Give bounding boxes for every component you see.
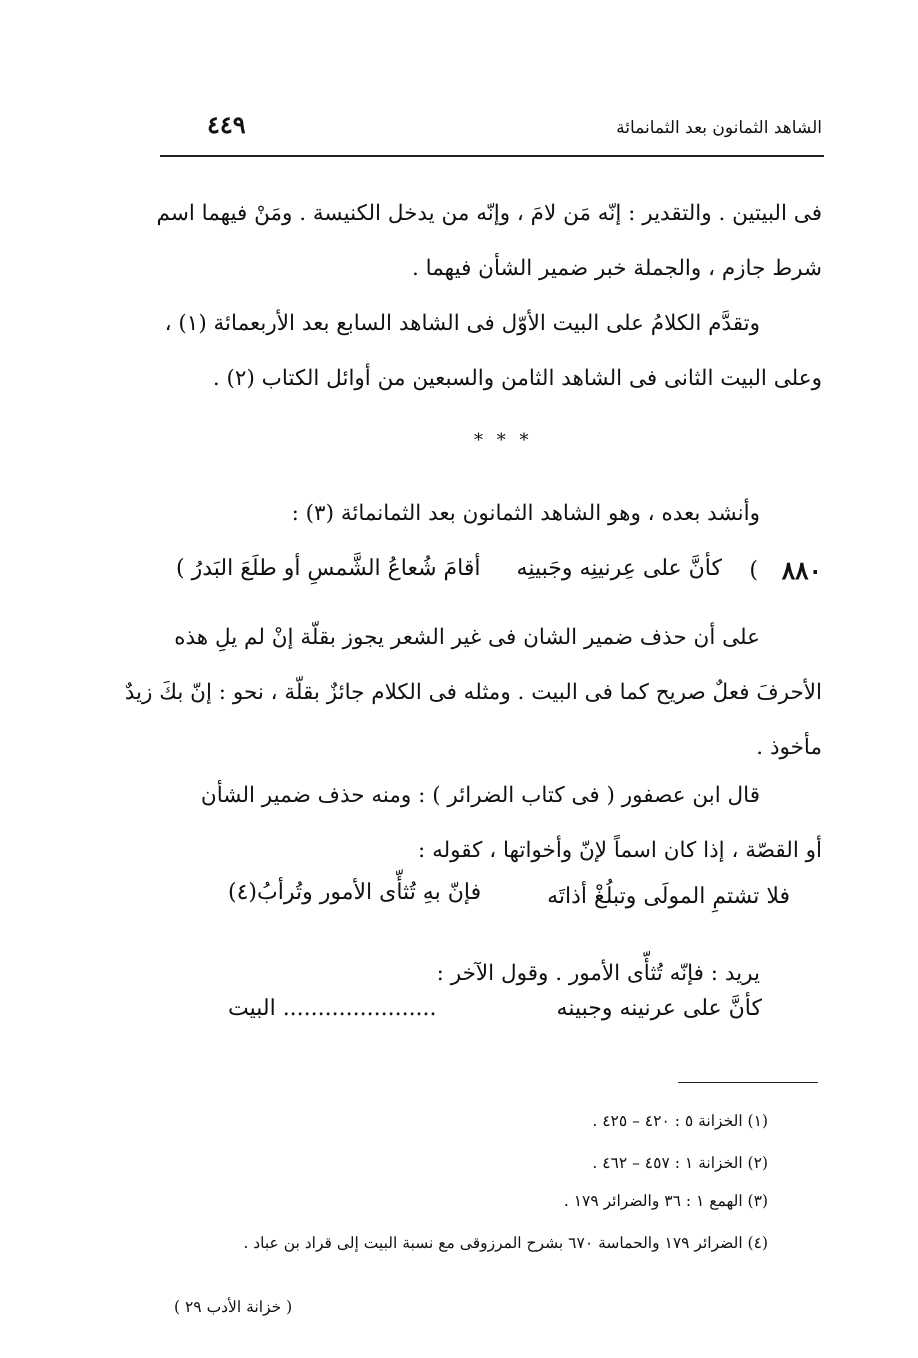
header-rule bbox=[160, 155, 824, 157]
verse-second-hemistich: أقامَ شُعاعُ الشَّمسِ أو طلَعَ البَدرُ ) bbox=[176, 556, 481, 581]
paragraph-2 bbox=[164, 296, 822, 406]
paragraph-line: على أن حذف ضمير الشان فى غير الشعر يجوز بقلّة إنْ لم يلِ هذه bbox=[174, 625, 760, 650]
paragraph-line: فى البيتين . والتقدير : إنّه مَن لامَ ، وإنّه من يدخل الكنيسة . ومَنْ فيهما اسم bbox=[156, 201, 822, 226]
running-title: الشاهد الثمانون بعد الثمانمائة bbox=[616, 118, 822, 138]
paragraph-line: وتقدَّم الكلامُ على البيت الأوّل فى الشاهد السابع بعد الأربعمائة (١) ، bbox=[164, 311, 760, 336]
paragraph-line: يريد : فإنّه تُثأّى الأمور . وقول الآخر : bbox=[436, 961, 760, 986]
paragraph-line: وأنشد بعده ، وهو الشاهد الثمانون بعد الثمانمائة (٣) : bbox=[291, 501, 760, 526]
footnote-2: (٢) الخزانة ١ : ٤٥٧ – ٤٦٢ . bbox=[592, 1154, 768, 1172]
verse-number: ٨٨٠ bbox=[781, 556, 822, 585]
paragraph-line: شرط جازم ، والجملة خبر ضمير الشأن فيهما . bbox=[412, 256, 822, 281]
paragraph-line: أو القصّة ، إذا كان اسماً لإنّ وأخواتها ، كقوله : bbox=[418, 838, 822, 863]
paragraph-4 bbox=[124, 610, 822, 775]
footnote-1: (١) الخزانة ٥ : ٤٢٠ – ٤٢٥ . bbox=[592, 1112, 768, 1130]
paragraph-line: الأحرفَ فعلٌ صريح كما فى البيت . ومثله فى الكلام جائزٌ بقلّة ، نحو : إنّ بكَ زيدٌ bbox=[124, 680, 822, 705]
paragraph-3 bbox=[178, 486, 822, 541]
footnote-4: (٤) الضرائر ١٧٩ والحماسة ٦٧٠ بشرح المرزوقى مع نسبة البيت إلى قراد بن عباد . bbox=[243, 1234, 768, 1252]
paragraph-6 bbox=[178, 946, 822, 1001]
verse-second-hemistich: ...................... البيت bbox=[228, 996, 437, 1021]
footnote-3: (٣) الهمع ١ : ٣٦ والضرائر ١٧٩ . bbox=[563, 1192, 768, 1210]
verse-first-hemistich: فلا تشتمِ المولَى وتبلُغْ أذاتَه bbox=[547, 884, 790, 909]
signature-mark: ( خزانة الأدب ٢٩ ) bbox=[174, 1298, 293, 1316]
verse-first-hemistich: كأنَّ على عِرنينِه وجَبينِه bbox=[516, 556, 722, 581]
verse-open-paren: ( bbox=[749, 558, 758, 583]
paragraph-line: مأخوذ . bbox=[756, 735, 822, 760]
paragraph-5 bbox=[178, 768, 822, 878]
footnote-rule bbox=[678, 1082, 818, 1083]
paragraph-line: قال ابن عصفور ( فى كتاب الضرائر ) : ومنه حذف ضمير الشأن bbox=[200, 783, 760, 808]
paragraph-1 bbox=[156, 186, 822, 296]
paragraph-line: وعلى البيت الثانى فى الشاهد الثامن والسبعين من أوائل الكتاب (٢) . bbox=[212, 366, 822, 391]
section-separator: * * * bbox=[474, 430, 533, 451]
verse-first-hemistich: كأنَّ على عرنينه وجبينه bbox=[556, 996, 762, 1021]
page-number: ٤٤٩ bbox=[207, 110, 246, 139]
verse-second-hemistich: فإنّ بهِ تُثأّى الأمور وتُرأبُ(٤) bbox=[228, 880, 482, 905]
